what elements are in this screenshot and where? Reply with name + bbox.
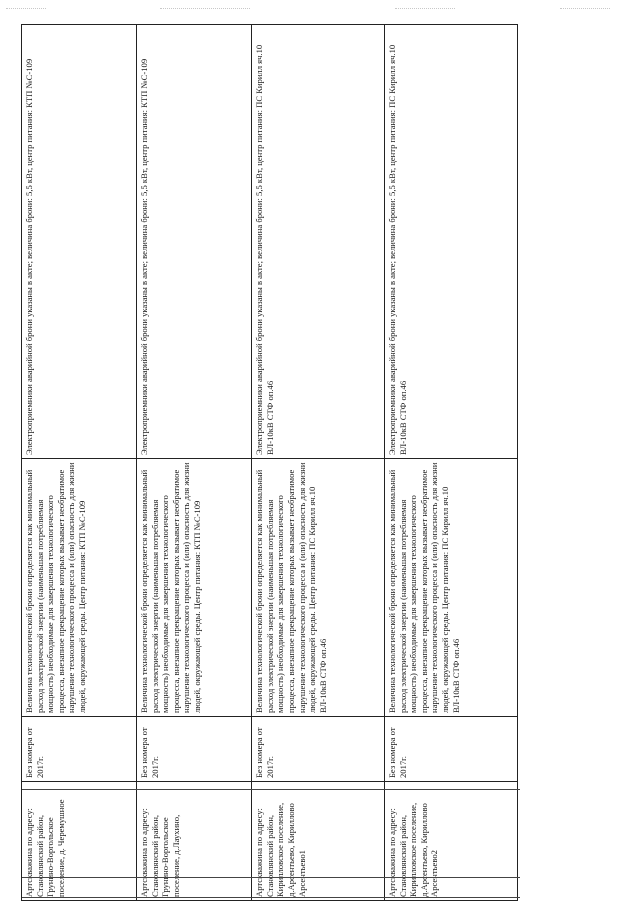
reserve-definition-cell: Величина технологической брони определяется как минимальный расход электрической энергии (наименьшая потребляемая мощность) необходимые для завершения технологического процесса, внезапное прекращение которых вызывает необратимое нарушение технологического процесса и (или) опасность для жизни людей, окружающей среды. Центр питания: КТП №С-109 (137, 459, 252, 717)
document-number-cell: Без номера от 2017г. (385, 717, 518, 782)
rotated-table-wrapper (21, 24, 518, 901)
reserve-act-cell: Электроприемники аварийной брони указаны в акте; величина брони: 5,5 кВт, центр питания: КТП №С-109 (22, 25, 137, 459)
horizontal-rule (22, 897, 520, 898)
reserve-act-cell: Электроприемники аварийной брони указаны в акте; величина брони: 5,5 кВт, центр питания: ПС Кирилл яч.10 ВЛ-10кВ СТФ оп.46 (385, 25, 518, 459)
table-row (252, 25, 385, 901)
reserve-definition-cell: Величина технологической брони определяется как минимальный расход электрической энергии (наименьшая потребляемая мощность) необходимые для завершения технологического процесса, внезапное прекращение которых вызывает необратимое нарушение технологического процесса и (или) опасность для жизни людей, окружающей среды. Центр питания: ПС Кирилл яч.10 ВЛ-10кВ СТФ оп.46 (385, 459, 518, 717)
scan-artifact-dots (6, 8, 46, 10)
table-row (137, 25, 252, 901)
document-number-cell: Без номера от 2017г. (22, 717, 137, 782)
reserve-definition-cell: Величина технологической брони определяется как минимальный расход электрической энергии (наименьшая потребляемая мощность) необходимые для завершения технологического процесса, внезапное прекращение которых вызывает необратимое нарушение технологического процесса и (или) опасность для жизни людей, окружающей среды. Центр питания: КТП №С-109 (22, 459, 137, 717)
horizontal-rule (22, 877, 520, 878)
horizontal-rule (22, 789, 520, 790)
object-address-cell: Артскважина по адресу: Становлянский район, Грунино-Воргольское поселение, д.Лаухино, (137, 782, 252, 901)
document-number-cell: Без номера от 2017г. (137, 717, 252, 782)
emergency-reserve-table (21, 24, 518, 901)
scan-artifact-dots (560, 8, 610, 10)
scan-artifact-dots (395, 8, 455, 10)
table-row (385, 25, 518, 901)
object-address-cell: Артскважина по адресу: Становлянский район, Кирилловское поселение, д.Арсентьево, Кириллово Арсентьево2 (385, 782, 518, 901)
reserve-definition-cell: Величина технологической брони определяется как минимальный расход электрической энергии (наименьшая потребляемая мощность) необходимые для завершения технологического процесса, внезапное прекращение которых вызывает необратимое нарушение технологического процесса и (или) опасность для жизни людей, окружающей среды. Центр питания: ПС Кирилл яч.10 ВЛ-10кВ СТФ оп.46 (252, 459, 385, 717)
reserve-act-cell: Электроприемники аварийной брони указаны в акте; величина брони: 5,5 кВт, центр питания: ПС Кирилл яч.10 ВЛ-10кВ СТФ оп.46 (252, 25, 385, 459)
object-address-cell: Артскважина по адресу: Становлянский район, Кирилловское поселение, д.Арсентьево, Кириллово Арсентьево1 (252, 782, 385, 901)
reserve-act-cell: Электроприемники аварийной брони указаны в акте; величина брони: 5,5 кВт, центр питания: КТП №С-109 (137, 25, 252, 459)
table-row (22, 25, 137, 901)
object-address-cell: Артскважина по адресу: Становлянский район, Грунино-Воргольское поселение, д. Черемушное (22, 782, 137, 901)
document-number-cell: Без номера от 2017г. (252, 717, 385, 782)
scan-artifact-dots (160, 8, 250, 10)
